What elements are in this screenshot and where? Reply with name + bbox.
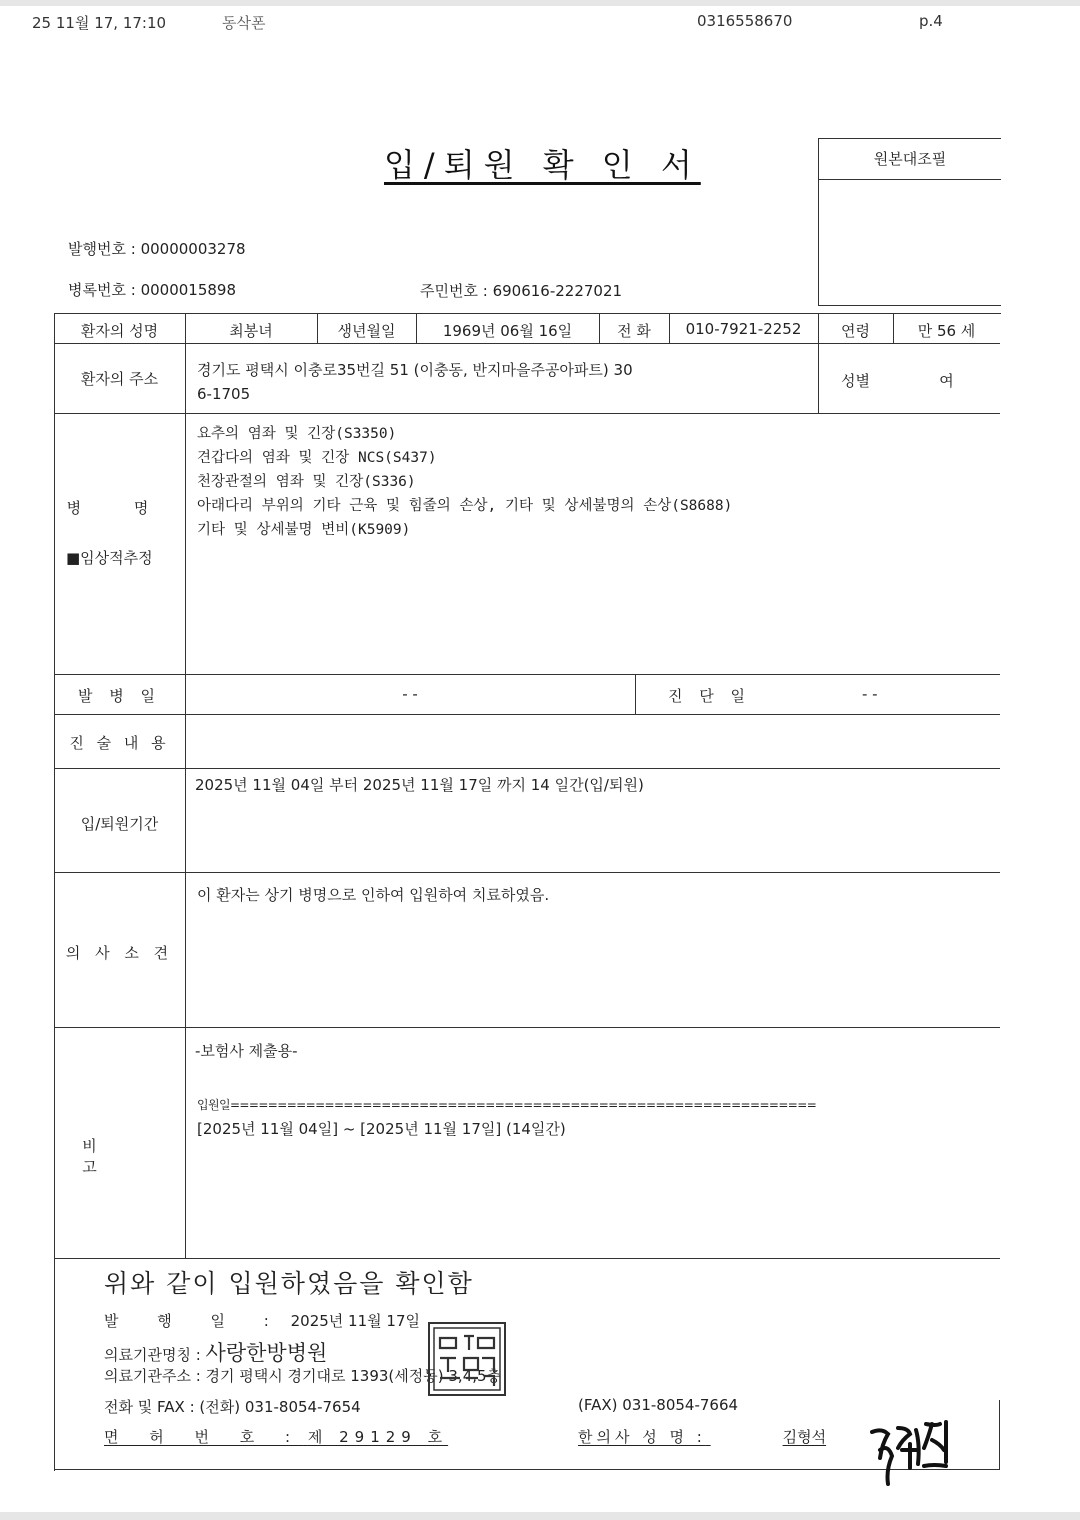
col-divider xyxy=(635,674,636,714)
disease-item: 기타 및 상세불명 변비(K5909) xyxy=(197,522,411,538)
issue-date-value: 2025년 11월 17일 xyxy=(290,1312,420,1330)
row-divider xyxy=(54,1027,1000,1028)
phone-label: 전 화 xyxy=(617,322,651,340)
age-value: 만 56 세 xyxy=(917,322,976,340)
tel-fax xyxy=(104,1396,361,1417)
institution-name xyxy=(104,1337,327,1367)
address-line-2: 6-1705 xyxy=(197,385,251,403)
license-label: 면 허 번 호 : xyxy=(104,1428,304,1446)
fax-page: p.4 xyxy=(919,12,943,30)
onset-label: 발 병 일 xyxy=(77,687,161,705)
original-check-box xyxy=(818,138,1001,306)
license-value: 제 29129 호 xyxy=(307,1428,449,1446)
tel-value: (전화) 031-8054-7654 xyxy=(199,1398,361,1416)
remarks-line-1: -보험사 제출용- xyxy=(195,1042,298,1060)
issue-date-label: 발 행 일 : xyxy=(104,1312,286,1330)
record-number xyxy=(68,279,236,300)
disease-list xyxy=(197,422,732,542)
address-line-1: 경기도 평택시 이충로35번길 51 (이충동, 반지마을주공아파트) 30 xyxy=(197,361,633,379)
onset-value: - - xyxy=(402,685,418,703)
resident-number-label: 주민번호 : xyxy=(420,282,488,300)
birth-date: 1969년 06월 16일 xyxy=(442,322,573,340)
patient-name: 최봉녀 xyxy=(229,322,273,340)
diagnosis-date-value: - - xyxy=(862,685,878,703)
original-check-label: 원본대조필 xyxy=(819,139,1001,180)
label-column-divider xyxy=(185,313,186,1258)
record-number-value: 0000015898 xyxy=(140,281,237,299)
remarks-line-3: [2025년 11월 04일] ~ [2025년 11월 17일] (14일간) xyxy=(197,1120,566,1138)
disease-item: 아래다리 부위의 기타 근육 및 힘줄의 손상, 기타 및 상세불명의 손상(S8688) xyxy=(197,498,733,514)
clinical-estimate-label: ■임상적추정 xyxy=(66,549,153,567)
period-value: 2025년 11월 04일 부터 2025년 11월 17일 까지 14 일간(입/퇴원) xyxy=(195,776,644,794)
diagnosis-date-label: 진 단 일 xyxy=(668,687,752,705)
statement-label: 진 술 내 용 xyxy=(69,734,170,752)
institution-address-label: 의료기관주소 : xyxy=(104,1367,201,1385)
record-number-label: 병록번호 : xyxy=(68,281,136,299)
fax-datetime: 25 11월 17, 17:10 xyxy=(32,14,167,32)
issue-number-value: 00000003278 xyxy=(140,240,246,258)
birth-label: 생년월일 xyxy=(337,322,396,340)
issue-number xyxy=(68,238,246,259)
issue-number-label: 발행번호 : xyxy=(68,240,136,258)
doctor-label: 한의사 성 명 : xyxy=(578,1428,706,1446)
row-divider xyxy=(54,1258,1000,1259)
phone-number: 010-7921-2252 xyxy=(685,320,802,338)
opinion-label: 의 사 소 견 xyxy=(65,944,174,962)
doctor-signature xyxy=(866,1410,956,1494)
doctor-name xyxy=(578,1426,826,1447)
resident-number-value: 690616-2227021 xyxy=(492,282,623,300)
fax-number: 0316558670 xyxy=(697,12,793,30)
sex-label: 성별 xyxy=(841,372,870,390)
row-divider xyxy=(54,674,1000,675)
disease-label: 병 명 xyxy=(66,499,173,517)
top-edge xyxy=(0,0,1080,6)
tel-fax-label: 전화 및 FAX : xyxy=(104,1398,195,1416)
age-label: 연령 xyxy=(841,322,870,340)
institution-name-value: 사랑한방병원 xyxy=(205,1341,328,1365)
bottom-edge xyxy=(0,1512,1080,1520)
address xyxy=(197,358,633,406)
row-divider xyxy=(54,872,1000,873)
document-title: 입/퇴원 확 인 서 xyxy=(384,146,701,184)
fax-sender: 동삭폰 xyxy=(222,14,266,32)
row-divider xyxy=(54,768,1000,769)
address-label: 환자의 주소 xyxy=(80,370,159,388)
confirmation-text: 위와 같이 입원하였음을 확인함 xyxy=(104,1269,474,1298)
institution-address-value: 경기 평택시 경기대로 1393(세정동) 3,4,5층 xyxy=(205,1367,502,1385)
row-divider xyxy=(54,413,1000,414)
disease-item: 천장관절의 염좌 및 긴장(S336) xyxy=(197,474,416,490)
issue-date xyxy=(104,1310,420,1331)
form-bottom xyxy=(54,1469,1000,1470)
disease-item: 요추의 염좌 및 긴장(S3350) xyxy=(197,426,397,442)
opinion-value: 이 환자는 상기 병명으로 인하여 입원하여 치료하였음. xyxy=(197,886,550,904)
row-divider xyxy=(54,714,1000,715)
form-right-edge xyxy=(999,1400,1000,1470)
disease-item: 견갑다의 염좌 및 긴장 NCS(S437) xyxy=(197,450,437,466)
row-divider xyxy=(54,343,1000,344)
doctor-value: 김형석 xyxy=(782,1428,827,1446)
period-label: 입/퇴원기간 xyxy=(80,815,159,833)
hospital-seal xyxy=(428,1322,506,1396)
institution-name-label: 의료기관명칭 : xyxy=(104,1346,201,1364)
remarks-line-2: 입원일============================================================== xyxy=(197,1098,817,1112)
resident-number xyxy=(420,280,622,301)
license-number xyxy=(104,1426,448,1447)
remarks-label: 비 고 xyxy=(82,1137,157,1176)
fax-value: (FAX) 031-8054-7664 xyxy=(578,1396,739,1414)
patient-name-label: 환자의 성명 xyxy=(80,322,159,340)
sex-value: 여 xyxy=(939,372,954,390)
